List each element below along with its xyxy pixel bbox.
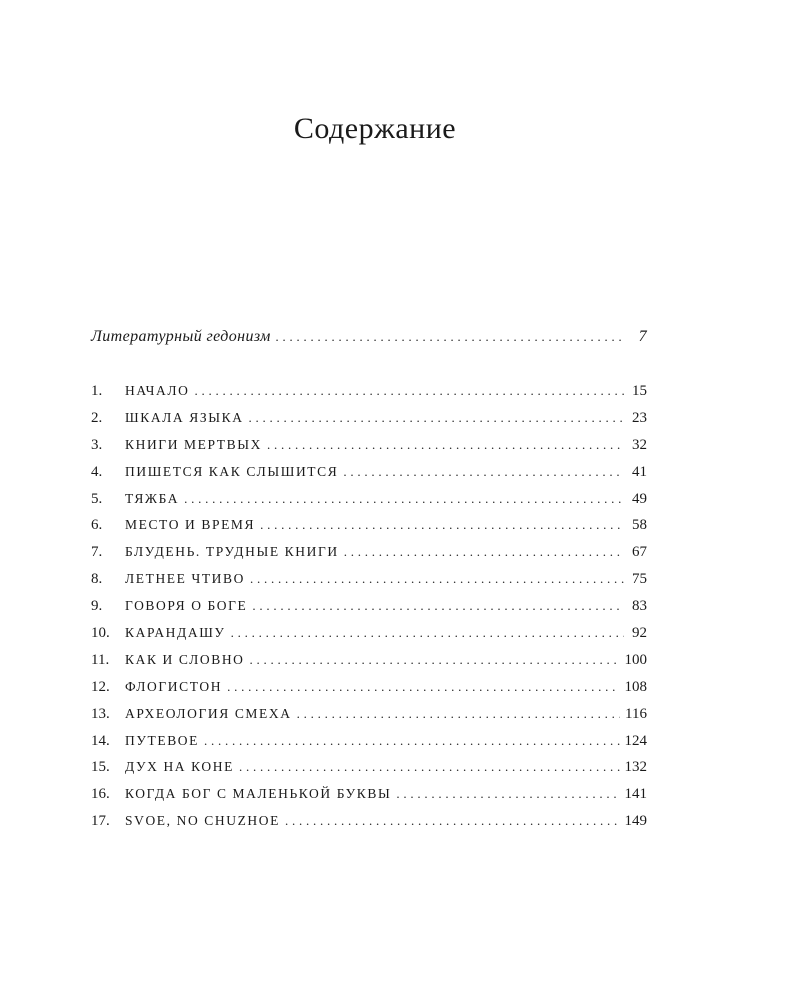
toc-entry[interactable] <box>91 539 647 566</box>
table-of-contents <box>91 324 647 835</box>
toc-entry[interactable] <box>91 459 647 486</box>
toc-entry[interactable] <box>91 378 647 405</box>
toc-entry-page: 108 <box>624 678 647 695</box>
toc-entry-number: 1. <box>91 383 103 399</box>
toc-entry-number: 10. <box>91 625 110 642</box>
toc-intro-label: Литературный гедонизм <box>91 328 271 345</box>
toc-entry-page: 41 <box>632 463 647 480</box>
toc-leader-dots <box>276 324 624 350</box>
toc-entry-number: 17. <box>91 813 110 830</box>
toc-entry-title: БЛУДЕНЬ. ТРУДНЫЕ КНИГИ <box>125 544 339 560</box>
toc-entry-page: 132 <box>624 759 647 776</box>
toc-entry-title: МЕСТО И ВРЕМЯ <box>125 517 256 533</box>
toc-leader-dots <box>260 512 624 539</box>
toc-entry-title: КАРАНДАШУ <box>125 625 226 641</box>
toc-entry-page: 58 <box>632 517 647 534</box>
toc-leader-dots <box>396 781 619 808</box>
toc-entry-title: КОГДА БОГ С МАЛЕНЬКОЙ БУКВЫ <box>125 786 392 802</box>
toc-entry-page: 15 <box>632 383 647 399</box>
toc-entry-title: КАК И СЛОВНО <box>125 651 245 667</box>
toc-entry-number: 13. <box>91 705 110 722</box>
toc-entry-title: ЛЕТНЕЕ ЧТИВО <box>125 571 245 587</box>
toc-entry-title: ГОВОРЯ О БОГЕ <box>125 598 248 614</box>
toc-leader-dots <box>285 808 620 835</box>
toc-leader-dots <box>344 539 624 566</box>
toc-leader-dots <box>343 459 624 486</box>
toc-entry-title: НАЧАЛО <box>125 383 190 398</box>
toc-entry[interactable] <box>91 647 647 674</box>
toc-entry[interactable] <box>91 432 647 459</box>
toc-entry[interactable] <box>91 674 647 701</box>
toc-entry-number: 9. <box>91 598 103 615</box>
toc-entry-title: ШКАЛА ЯЗЫКА <box>125 409 244 425</box>
toc-leader-dots <box>250 647 620 674</box>
toc-entry-title: SVOE, NO CHUZHOE <box>125 813 280 829</box>
toc-entry-title: ФЛОГИСТОН <box>125 678 223 694</box>
toc-leader-dots <box>252 593 624 620</box>
toc-entry[interactable] <box>91 405 647 432</box>
toc-entry-page: 49 <box>632 490 647 507</box>
toc-entry-number: 12. <box>91 678 110 695</box>
toc-entry-number: 6. <box>91 517 103 534</box>
toc-entry-page: 149 <box>624 813 647 830</box>
toc-entry-page: 92 <box>632 625 647 642</box>
toc-entry[interactable] <box>91 728 647 755</box>
toc-entry-title: КНИГИ МЕРТВЫХ <box>125 436 262 452</box>
toc-leader-dots <box>231 620 624 647</box>
toc-entry-number: 15. <box>91 759 110 776</box>
toc-entry-title: ПИШЕТСЯ КАК СЛЫШИТСЯ <box>125 463 339 479</box>
toc-entry[interactable] <box>91 808 647 835</box>
toc-leader-dots <box>249 405 624 432</box>
toc-entry[interactable] <box>91 781 647 808</box>
toc-entry[interactable] <box>91 620 647 647</box>
toc-leader-dots <box>297 701 620 728</box>
page-title: Содержание <box>293 112 457 145</box>
toc-entry-page: 32 <box>632 436 647 453</box>
toc-leader-dots <box>250 566 624 593</box>
toc-entry-page: 23 <box>632 409 647 426</box>
toc-leader-dots <box>239 754 620 781</box>
toc-entry-title: ТЯЖБА <box>125 490 180 506</box>
toc-entry-title: ПУТЕВОЕ <box>125 732 199 748</box>
toc-entry[interactable] <box>91 566 647 593</box>
toc-entry-number: 2. <box>91 409 103 426</box>
toc-entry-title: ДУХ НА КОНЕ <box>125 759 234 775</box>
toc-entry-page: 141 <box>624 786 647 803</box>
toc-entry-number: 7. <box>91 544 103 561</box>
toc-leader-dots <box>204 728 620 755</box>
toc-entry[interactable] <box>91 701 647 728</box>
toc-entry-number: 5. <box>91 490 103 507</box>
toc-leader-dots <box>267 432 624 459</box>
toc-entry-page: 67 <box>632 544 647 561</box>
toc-entry-page: 75 <box>632 571 647 588</box>
toc-entry[interactable] <box>91 754 647 781</box>
toc-entry-page: 116 <box>625 705 647 722</box>
toc-entry[interactable] <box>91 512 647 539</box>
toc-leader-dots <box>194 378 624 405</box>
toc-entry[interactable] <box>91 486 647 513</box>
toc-entry-title: АРХЕОЛОГИЯ СМЕХА <box>125 705 292 721</box>
toc-entry-page: 83 <box>632 598 647 615</box>
toc-entry-page: 100 <box>624 651 647 668</box>
toc-entry-page: 124 <box>624 732 647 749</box>
toc-intro-entry[interactable] <box>91 324 647 350</box>
toc-entry-number: 3. <box>91 436 103 453</box>
toc-leader-dots <box>184 486 624 513</box>
toc-leader-dots <box>227 674 619 701</box>
toc-entry[interactable] <box>91 593 647 620</box>
toc-entry-number: 11. <box>91 651 110 668</box>
toc-entry-number: 16. <box>91 786 110 803</box>
toc-entry-number: 8. <box>91 571 103 588</box>
toc-entry-number: 14. <box>91 732 110 749</box>
toc-entry-number: 4. <box>91 463 103 480</box>
toc-intro-page: 7 <box>638 328 647 345</box>
